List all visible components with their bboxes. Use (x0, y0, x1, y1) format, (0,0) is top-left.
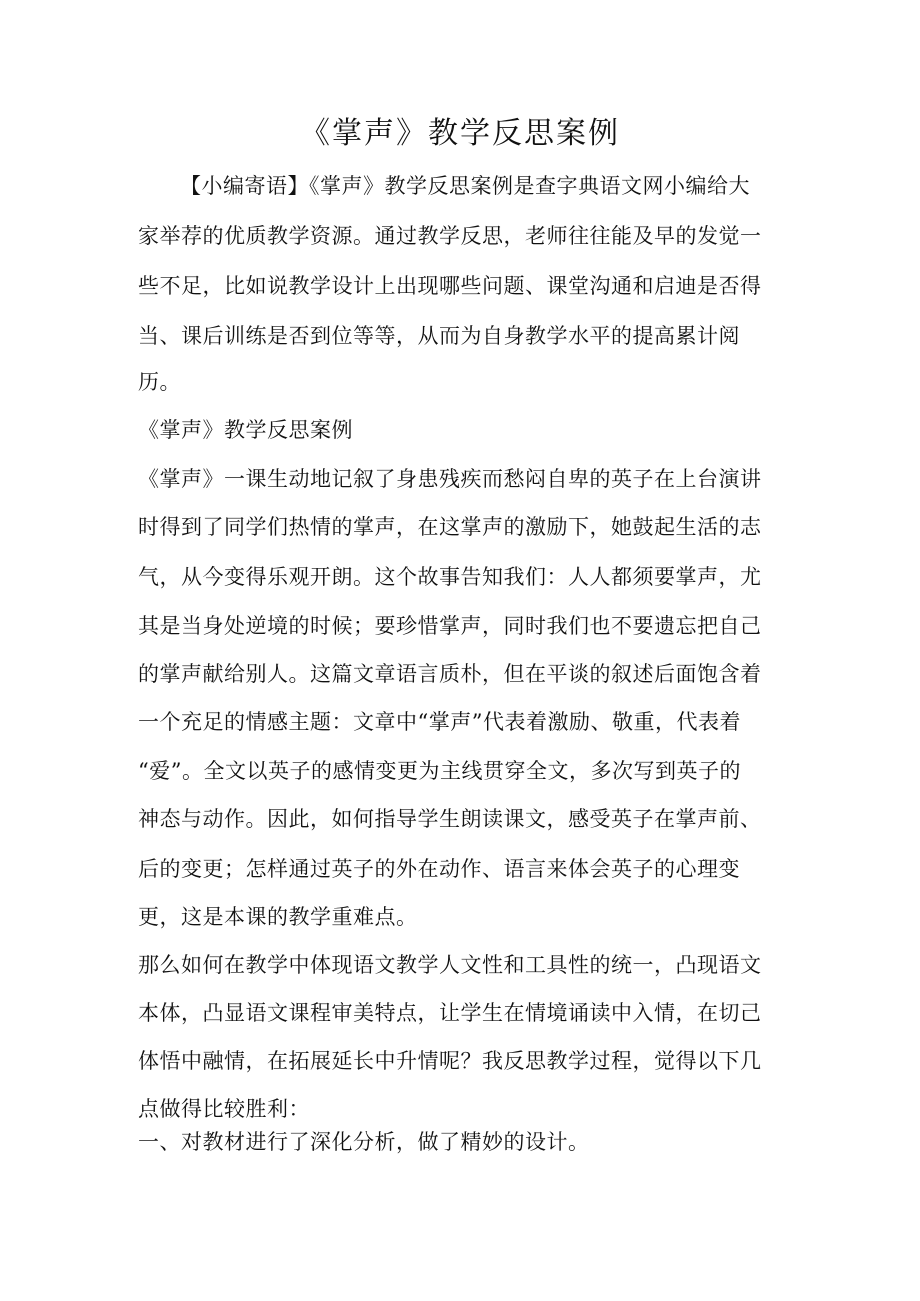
paragraph1-line-2: 时得到了同学们热情的掌声，在这掌声的激励下，她鼓起生活的志 (138, 515, 762, 539)
paragraph1-line-9: 后的变更；怎样通过英子的外在动作、语言来体会英子的心理变 (138, 857, 740, 881)
point-1: 一、对教材进行了深化分析，做了精妙的设计。 (138, 1130, 590, 1154)
paragraph1-line-1: 《掌声》一课生动地记叙了身患残疾而愁闷自卑的英子在上台演讲 (138, 467, 762, 491)
paragraph1-line-8: 神态与动作。因此，如何指导学生朗读课文，感受英子在掌声前、 (138, 807, 762, 831)
paragraph1-line-7: “爱”。全文以英子的感情变更为主线贯穿全文，多次写到英子的 (138, 759, 741, 783)
intro-line-2: 家举荐的优质教学资源。通过教学反思，老师往往能及早的发觉一 (138, 224, 762, 248)
paragraph1-line-10: 更，这是本课的教学重难点。 (138, 905, 418, 929)
intro-line-3: 些不足，比如说教学设计上出现哪些问题、课堂沟通和启迪是否得 (138, 274, 762, 298)
paragraph1-line-5: 的掌声献给别人。这篇文章语言质朴，但在平谈的叙述后面饱含着 (138, 662, 762, 686)
paragraph2-line-3: 体悟中融情，在拓展延长中升情呢？我反思教学过程，觉得以下几 (138, 1049, 762, 1073)
document-title: 《掌声》教学反思案例 (300, 116, 620, 151)
paragraph2-line-1: 那么如何在教学中体现语文教学人文性和工具性的统一，凸现语文 (138, 953, 762, 977)
intro-line-1: 【小编寄语】《掌声》教学反思案例是查字典语文网小编给大 (180, 174, 750, 198)
paragraph1-line-6: 一个充足的情感主题：文章中“掌声”代表着激励、敬重，代表着 (138, 710, 741, 734)
intro-line-4: 当、课后训练是否到位等等，从而为自身教学水平的提高累计阅 (138, 324, 740, 348)
section-subtitle: 《掌声》教学反思案例 (138, 418, 353, 442)
paragraph1-line-4: 其是当身处逆境的时候；要珍惜掌声，同时我们也不要遗忘把自己 (138, 614, 762, 638)
intro-line-5: 历。 (138, 370, 181, 394)
paragraph2-line-4: 点做得比较胜利： (138, 1097, 310, 1121)
paragraph1-line-3: 气，从今变得乐观开朗。这个故事告知我们：人人都须要掌声，尤 (138, 565, 762, 589)
paragraph2-line-2: 本体，凸显语文课程审美特点，让学生在情境诵读中入情，在切己 (138, 1001, 762, 1025)
